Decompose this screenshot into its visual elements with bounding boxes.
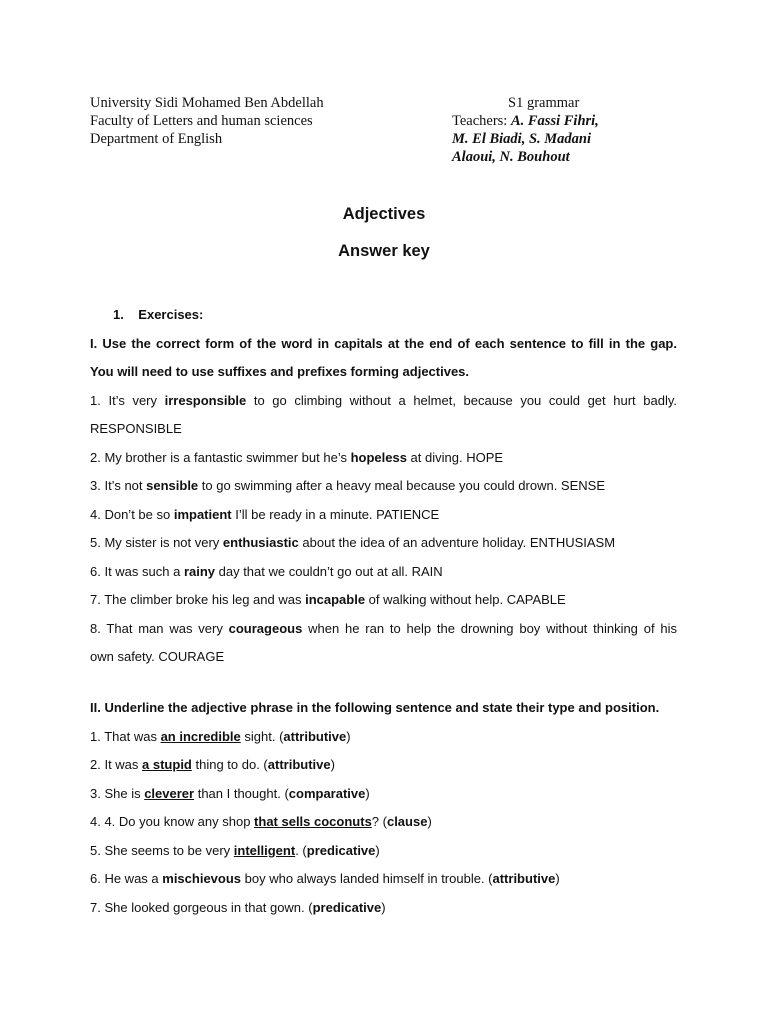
text-run: of walking without help. CAPABLE	[365, 592, 566, 607]
text-run: )	[346, 728, 351, 744]
text-run: than I thought. (	[194, 785, 289, 801]
text-run	[113, 307, 203, 322]
teachers-names-3: Alaoui, N. Bouhout	[452, 149, 570, 165]
text-run: 7. She looked gorgeous in that gown. (	[90, 899, 313, 915]
text-run: 3. She is	[90, 785, 145, 801]
list-item	[90, 444, 677, 473]
list-item-continuation: RESPONSIBLE	[90, 421, 182, 436]
text-run: at diving. HOPE	[406, 449, 504, 465]
list-item	[90, 865, 677, 894]
list-item	[90, 808, 677, 837]
text-run	[234, 843, 295, 858]
text-run: day that we couldn’t go out at all. RAIN	[215, 563, 443, 579]
list-item	[90, 387, 677, 416]
list-item	[90, 780, 677, 809]
text-run: enthusiastic	[222, 535, 299, 550]
text-run: . (	[295, 842, 307, 858]
list-item	[90, 558, 677, 587]
text-run: intelligent	[233, 842, 296, 858]
teachers-names-1: A. Fassi Fihri,	[510, 113, 599, 129]
course-name: S1 grammar	[508, 95, 580, 111]
text-run: attributive	[492, 871, 556, 886]
text-run: You will need to use suffixes and prefixes forming adjectives.	[90, 364, 470, 379]
page-title: Adjectives	[342, 205, 426, 223]
text-run: 6. He was a	[90, 871, 163, 886]
text-run: impatient	[173, 506, 232, 522]
teachers-label: Teachers:	[452, 113, 511, 129]
text-run: 5. My sister is not very	[90, 535, 223, 550]
text-run: thing to do. (	[191, 757, 268, 772]
text-run: clause	[386, 814, 428, 829]
list-item-continuation: own safety. COURAGE	[90, 649, 225, 664]
text-run: 3. It’s not	[90, 478, 147, 493]
part-1-instruction-2	[90, 358, 677, 387]
text-run: 1. That was	[90, 728, 161, 744]
text-run: II. Underline the adjective phrase in the following sentence and state their type and position.	[90, 700, 660, 715]
text-run: I’ll be ready in a minute. PATIENCE	[231, 506, 440, 522]
list-item	[90, 837, 677, 866]
text-run: 4. Don’t be so	[90, 506, 174, 522]
text-run: predicative	[312, 899, 382, 915]
text-run: comparative	[288, 785, 366, 801]
text-run: hopeless	[350, 449, 407, 465]
department-name: Department of English	[90, 131, 223, 147]
text-run: )	[555, 871, 560, 886]
text-run: a stupid	[142, 757, 192, 772]
exercise-body	[90, 301, 677, 672]
university-name: University Sidi Mohamed Ben Abdellah	[90, 95, 324, 111]
list-item	[90, 501, 677, 530]
part-1-instruction-1	[90, 330, 677, 359]
section-number: 1.	[113, 307, 124, 322]
course-block	[452, 94, 599, 166]
text-run	[254, 814, 372, 829]
section-heading	[90, 301, 677, 330]
text-run: an incredible	[160, 728, 241, 744]
text-run: that sells coconuts	[254, 814, 372, 829]
text-run: I. Use the correct form of the word in capitals at the end of each sentence to fill in the gap.	[90, 335, 677, 351]
list-item	[90, 586, 677, 615]
text-run	[142, 757, 192, 772]
text-run: attributive	[283, 728, 347, 744]
teachers-names-2: M. El Biadi, S. Madani	[452, 131, 591, 147]
text-run: sight. (	[240, 728, 284, 744]
text-run: )	[365, 785, 370, 801]
list-item	[90, 615, 677, 644]
text-run: sensible	[146, 478, 199, 493]
text-run: )	[375, 842, 380, 858]
text-run: cleverer	[144, 785, 195, 801]
text-run: 2. It was	[90, 757, 143, 772]
section-heading-text: Exercises:	[138, 307, 204, 322]
text-run: )	[427, 814, 432, 829]
text-run: 2. My brother is a fantastic swimmer but he’s	[90, 449, 351, 465]
text-run: 1. It’s very	[90, 392, 165, 408]
text-run: boy who always landed himself in trouble. (	[241, 871, 493, 886]
text-run: 6. It was such a	[90, 563, 184, 579]
text-run: when he ran to help the drowning boy without thinking of his	[302, 620, 677, 636]
list-item	[90, 472, 677, 501]
text-run: ? (	[371, 814, 387, 829]
text-run: irresponsible	[164, 392, 247, 408]
text-run: to go swimming after a heavy meal because you could drown. SENSE	[198, 478, 605, 493]
text-run: to go climbing without a helmet, because you could get hurt badly.	[246, 392, 677, 408]
text-run: mischievous	[162, 871, 242, 886]
teachers-line-1	[452, 112, 599, 130]
list-item	[90, 723, 677, 752]
list-item	[90, 751, 677, 780]
text-run: predicative	[306, 842, 376, 858]
text-run	[144, 786, 194, 801]
exercise-body-part-2	[90, 694, 677, 922]
text-run: about the idea of an adventure holiday. ENTHUSIASM	[298, 535, 616, 550]
text-run: attributive	[267, 757, 331, 772]
text-run: 5. She seems to be very	[90, 842, 234, 858]
text-run: 7. The climber broke his leg and was	[90, 592, 306, 607]
text-run: incapable	[305, 592, 366, 607]
institution-block	[90, 94, 324, 148]
text-run: )	[330, 757, 335, 772]
list-item	[90, 894, 677, 923]
faculty-name: Faculty of Letters and human sciences	[90, 113, 313, 129]
text-run: rainy	[183, 563, 216, 579]
text-run: courageous	[228, 620, 303, 636]
list-item	[90, 529, 677, 558]
page-subtitle: Answer key	[338, 242, 430, 260]
text-run: 8. That man was very	[90, 620, 229, 636]
part-2-instruction	[90, 694, 677, 723]
text-run: )	[381, 899, 386, 915]
text-run: 4. 4. Do you know any shop	[90, 814, 255, 829]
text-run	[161, 729, 241, 744]
